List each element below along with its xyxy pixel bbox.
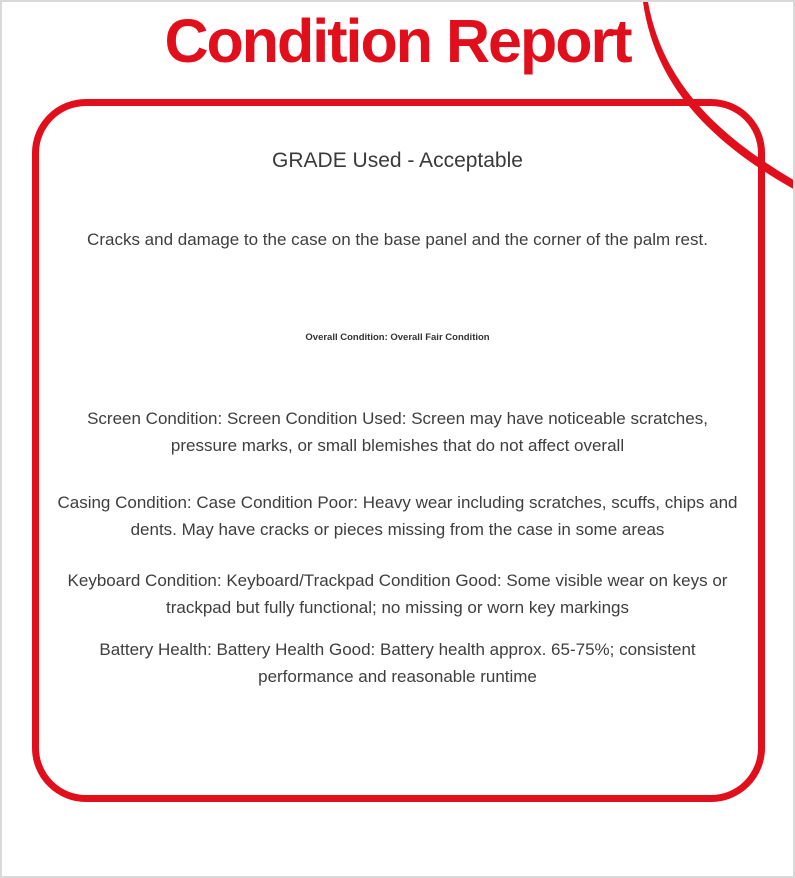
damage-note: Cracks and damage to the case on the base panel and the corner of the palm rest.: [87, 230, 708, 249]
overall-condition-note: Overall Condition: Overall Fair Condition: [305, 332, 490, 343]
section-keyboard-condition: Keyboard Condition: Keyboard/Trackpad Condition Good: Some visible wear on keys or trackpad but fully functional; no missing or worn key markings: [67, 571, 728, 617]
grade-heading: GRADE Used - Acceptable: [272, 149, 523, 172]
section-casing-condition: Casing Condition: Case Condition Poor: Heavy wear including scratches, scuffs, chips and dents. May have cracks or pieces missing from the case in some areas: [57, 493, 738, 539]
page-title: Condition Report: [164, 7, 631, 75]
section-screen-condition: Screen Condition: Screen Condition Used: Screen may have noticeable scratches, pressure marks, or small blemishes that do not affect overall: [87, 409, 708, 455]
section-battery-health: Battery Health: Battery Health Good: Battery health approx. 65-75%; consistent performance and reasonable runtime: [99, 640, 696, 686]
